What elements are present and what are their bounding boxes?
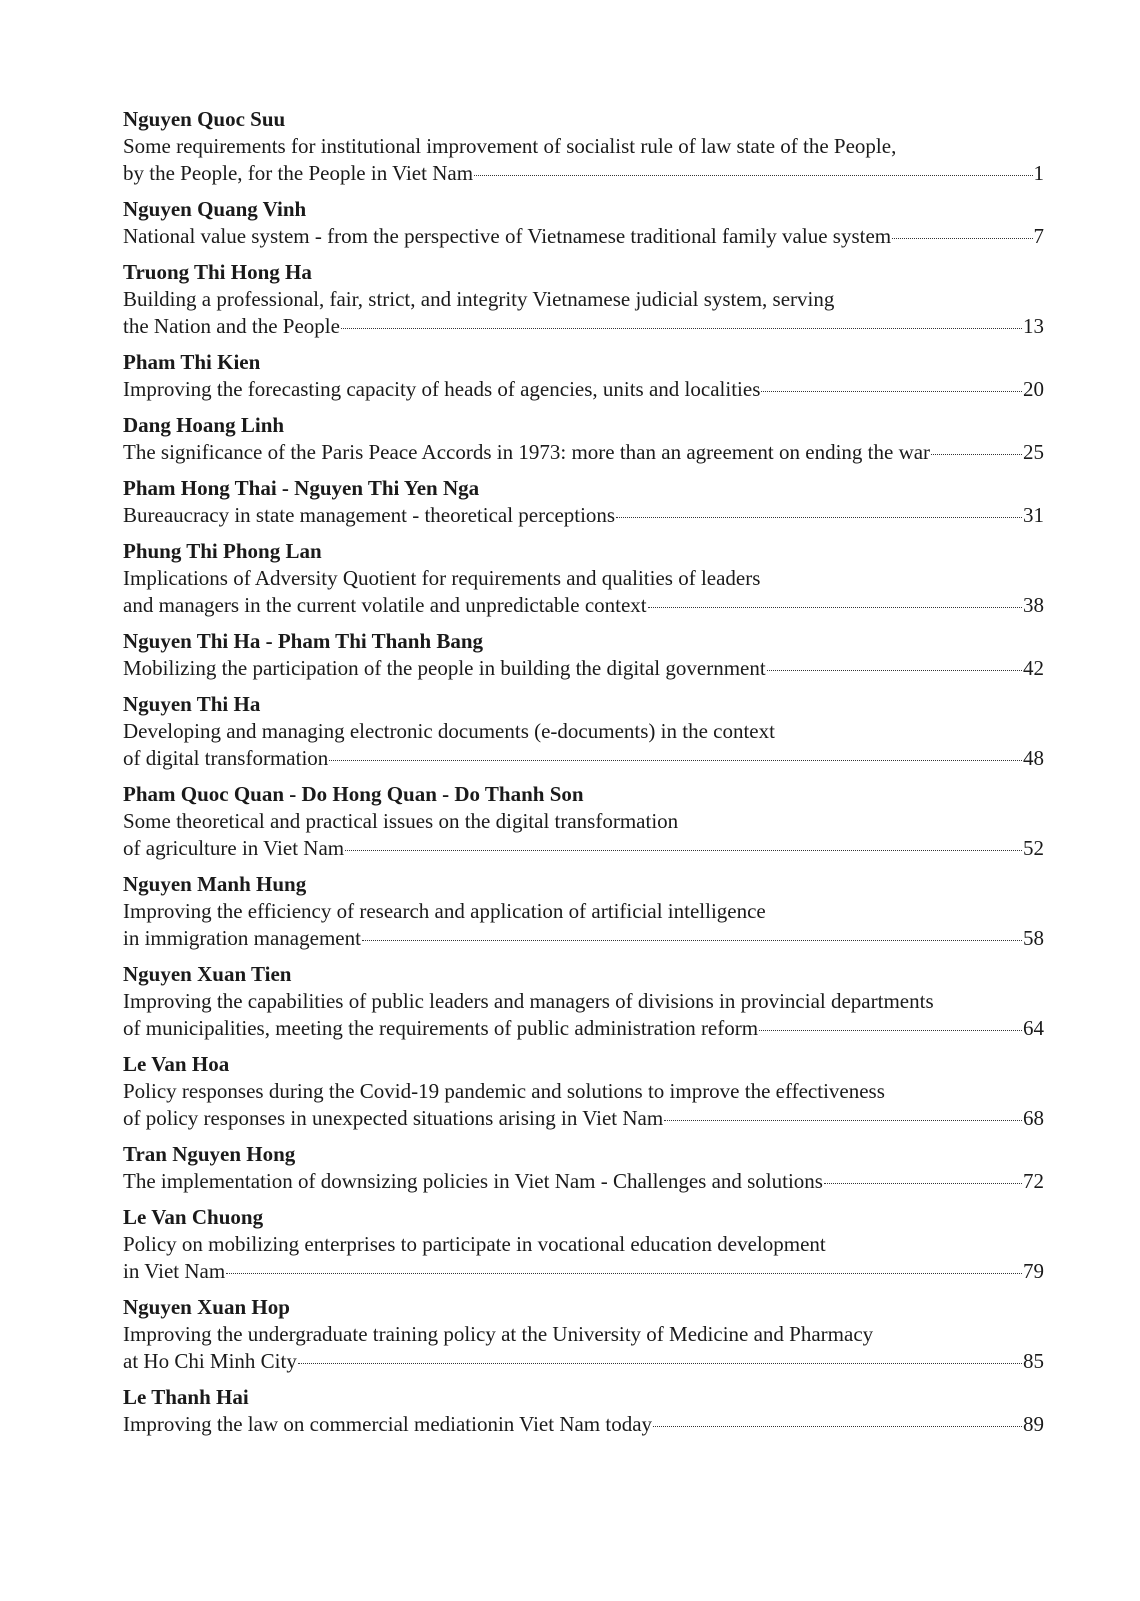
entry-author: Truong Thi Hong Ha	[123, 260, 312, 284]
toc-entry	[123, 259, 1044, 340]
page-number: 79	[1023, 1259, 1044, 1283]
entry-title-line: National value system - from the perspective of Vietnamese traditional family value system	[123, 224, 892, 248]
entry-title-last-line	[123, 592, 1044, 619]
page-number: 42	[1023, 656, 1044, 680]
entry-author: Nguyen Thi Ha	[123, 692, 261, 716]
entry-title-line: of agriculture in Viet Nam	[123, 836, 345, 860]
entry-title-last-line	[123, 223, 1044, 250]
page-number: 52	[1023, 836, 1044, 860]
dot-leader	[931, 454, 1022, 455]
toc-entry	[123, 1051, 1044, 1132]
toc-entry	[123, 1141, 1044, 1195]
entry-title-line: and managers in the current volatile and unpredictable context	[123, 593, 647, 617]
entry-title-last-line	[123, 439, 1044, 466]
page-number: 38	[1023, 593, 1044, 617]
entry-title-line: Improving the efficiency of research and application of artificial intelligence	[123, 899, 766, 923]
page-number: 64	[1023, 1016, 1044, 1040]
entry-title-line: Some theoretical and practical issues on the digital transformation	[123, 809, 679, 833]
page-number: 58	[1023, 926, 1044, 950]
dot-leader	[648, 607, 1022, 608]
entry-title-line: Improving the undergraduate training policy at the University of Medicine and Pharmacy	[123, 1322, 874, 1346]
entry-title-line: of municipalities, meeting the requirements of public administration reform	[123, 1016, 759, 1040]
toc-entry	[123, 871, 1044, 952]
entry-author: Phung Thi Phong Lan	[123, 539, 322, 563]
entry-title-last-line	[123, 160, 1044, 187]
dot-leader	[341, 328, 1022, 329]
entry-author: Nguyen Quoc Suu	[123, 107, 286, 131]
dot-leader	[759, 1030, 1022, 1031]
entry-title-last-line	[123, 1411, 1044, 1438]
entry-title-line: The implementation of downsizing policies in Viet Nam - Challenges and solutions	[123, 1169, 823, 1193]
toc-entry	[123, 691, 1044, 772]
entry-author: Le Van Chuong	[123, 1205, 264, 1229]
dot-leader	[362, 940, 1022, 941]
entry-title-line: Building a professional, fair, strict, and integrity Vietnamese judicial system, serving	[123, 287, 835, 311]
entry-author: Pham Quoc Quan - Do Hong Quan - Do Thanh Son	[123, 782, 584, 806]
entry-title-last-line	[123, 376, 1044, 403]
entry-author: Nguyen Manh Hung	[123, 872, 307, 896]
entry-title-last-line	[123, 1015, 1044, 1042]
toc-entry	[123, 1384, 1044, 1438]
entry-title-line: Developing and managing electronic documents (e-documents) in the context	[123, 719, 775, 743]
entry-author: Tran Nguyen Hong	[123, 1142, 296, 1166]
entry-title-last-line	[123, 745, 1044, 772]
dot-leader	[892, 238, 1032, 239]
entry-title-line: The significance of the Paris Peace Accords in 1973: more than an agreement on ending the war	[123, 440, 931, 464]
entry-title-last-line	[123, 1348, 1044, 1375]
toc-list	[123, 106, 1044, 1438]
page-number: 13	[1023, 314, 1044, 338]
entry-title-line: Bureaucracy in state management - theoretical perceptions	[123, 503, 616, 527]
entry-title-line: Improving the forecasting capacity of heads of agencies, units and localities	[123, 377, 761, 401]
entry-author: Dang Hoang Linh	[123, 413, 285, 437]
dot-leader	[474, 175, 1032, 176]
dot-leader	[616, 517, 1022, 518]
dot-leader	[329, 760, 1022, 761]
entry-title-line: at Ho Chi Minh City	[123, 1349, 297, 1373]
entry-title-last-line	[123, 1168, 1044, 1195]
dot-leader	[767, 670, 1022, 671]
toc-entry	[123, 349, 1044, 403]
entry-title-line: Policy on mobilizing enterprises to participate in vocational education development	[123, 1232, 826, 1256]
toc-entry	[123, 106, 1044, 187]
page-number: 72	[1023, 1169, 1044, 1193]
entry-author: Nguyen Xuan Hop	[123, 1295, 290, 1319]
toc-entry	[123, 475, 1044, 529]
dot-leader	[298, 1363, 1022, 1364]
dot-leader	[664, 1120, 1022, 1121]
entry-title-line: of policy responses in unexpected situations arising in Viet Nam	[123, 1106, 664, 1130]
entry-title-last-line	[123, 1105, 1044, 1132]
entry-title-line: of digital transformation	[123, 746, 329, 770]
entry-title-last-line	[123, 925, 1044, 952]
entry-title-line: Some requirements for institutional improvement of socialist rule of law state of the People,	[123, 134, 897, 158]
page-number: 31	[1023, 503, 1044, 527]
entry-title-line: in Viet Nam	[123, 1259, 226, 1283]
page-number: 1	[1033, 161, 1044, 185]
toc-entry	[123, 781, 1044, 862]
entry-title-line: the Nation and the People	[123, 314, 340, 338]
entry-author: Nguyen Quang Vinh	[123, 197, 307, 221]
toc-entry	[123, 1204, 1044, 1285]
entry-title-last-line	[123, 655, 1044, 682]
dot-leader	[824, 1183, 1022, 1184]
toc-entry	[123, 961, 1044, 1042]
entry-title-line: Implications of Adversity Quotient for requirements and qualities of leaders	[123, 566, 761, 590]
toc-entry	[123, 412, 1044, 466]
entry-title-line: Improving the capabilities of public leaders and managers of divisions in provincial departments	[123, 989, 934, 1013]
page-number: 85	[1023, 1349, 1044, 1373]
entry-author: Nguyen Thi Ha - Pham Thi Thanh Bang	[123, 629, 484, 653]
entry-title-line: in immigration management	[123, 926, 361, 950]
entry-author: Pham Thi Kien	[123, 350, 261, 374]
entry-title-last-line	[123, 313, 1044, 340]
entry-title-last-line	[123, 835, 1044, 862]
entry-author: Le Thanh Hai	[123, 1385, 249, 1409]
dot-leader	[761, 391, 1022, 392]
entry-title-line: Improving the law on commercial mediationin Viet Nam today	[123, 1412, 653, 1436]
entry-author: Nguyen Xuan Tien	[123, 962, 292, 986]
entry-title-line: by the People, for the People in Viet Nam	[123, 161, 474, 185]
page-number: 7	[1033, 224, 1044, 248]
page-number: 20	[1023, 377, 1044, 401]
entry-title-line: Policy responses during the Covid-19 pandemic and solutions to improve the effectiveness	[123, 1079, 885, 1103]
dot-leader	[345, 850, 1022, 851]
entry-title-line: Mobilizing the participation of the people in building the digital government	[123, 656, 766, 680]
toc-entry	[123, 628, 1044, 682]
entry-author: Le Van Hoa	[123, 1052, 230, 1076]
page-number: 25	[1023, 440, 1044, 464]
toc-entry	[123, 538, 1044, 619]
entry-title-last-line	[123, 1258, 1044, 1285]
dot-leader	[653, 1426, 1022, 1427]
page-number: 48	[1023, 746, 1044, 770]
entry-title-last-line	[123, 502, 1044, 529]
dot-leader	[226, 1273, 1022, 1274]
page-number: 68	[1023, 1106, 1044, 1130]
toc-entry	[123, 196, 1044, 250]
entry-author: Pham Hong Thai - Nguyen Thi Yen Nga	[123, 476, 480, 500]
page-number: 89	[1023, 1412, 1044, 1436]
toc-entry	[123, 1294, 1044, 1375]
